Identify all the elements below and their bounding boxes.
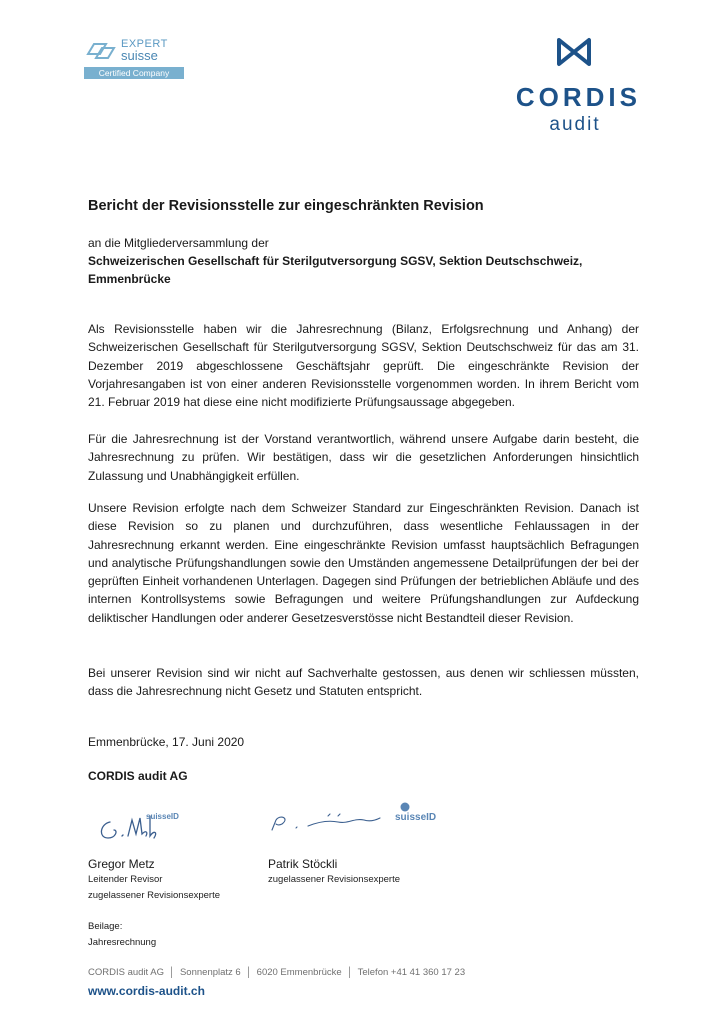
cordis-logo xyxy=(509,34,641,138)
suisseid-mark-icon xyxy=(399,802,411,812)
paragraph-standard: Unsere Revision erfolgte nach dem Schweizer Standard zur Eingeschränkten Revision. Danach ist diese Revision so zu planen und durchzuführen, dass wesentliche Fehlaussagen in der Jahresrechnung erkannt werden. Eine eingeschränkte Revision umfasst hauptsächlich Befragungen und analytische Prüfungshandlungen sowie den Umständen angemessene Detailprüfungen der bei der geprüften Einheit vorhandenen Unterlagen. Dagegen sind Prüfungen der betrieblichen Abläufe und des internen Kontrollsystems sowie Befragungen und weitere Prüfungshandlungen zur Aufdeckung deliktischer Handlungen oder anderer Gesetzesverstösse nicht Bestandteil dieser Revision. xyxy=(88,501,639,625)
signing-company: CORDIS audit AG xyxy=(88,769,188,783)
signer-name: Patrik Stöckli xyxy=(268,857,338,871)
audit-wordmark: audit xyxy=(549,114,601,135)
suisseid-badge: suisseID xyxy=(395,812,437,823)
signer-role: zugelassener Revisionsexperte xyxy=(88,890,221,901)
footer-divider: │ xyxy=(346,967,353,978)
expertsuisse-mark-icon xyxy=(84,40,118,62)
signer-name: Gregor Metz xyxy=(88,857,155,871)
addressee-location: Emmenbrücke xyxy=(88,272,171,286)
paragraph-conclusion: Bei unserer Revision sind wir nicht auf Sachverhalte gestossen, aus denen wir schliessen müssten, dass die Jahresrechnung nicht Gesetz und Statuten entspricht. xyxy=(88,666,639,699)
cordis-wordmark: CORDIS xyxy=(515,82,641,112)
footer-company: CORDIS audit AG xyxy=(88,967,165,978)
addressee-block xyxy=(88,234,644,288)
suisse-word: suisse xyxy=(121,48,158,63)
footer-address xyxy=(88,967,465,978)
attachment-item: Jahresrechnung xyxy=(88,937,157,948)
addressee-organization: Schweizerischen Gesellschaft für Sterilgutversorgung SGSV, Sektion Deutschschweiz, xyxy=(88,254,583,268)
signer-role: Leitender Revisor xyxy=(88,874,163,885)
certified-company-badge: Certified Company xyxy=(84,67,184,79)
report-title: Bericht der Revisionsstelle zur eingeschränkten Revision xyxy=(88,198,484,214)
signer-role: zugelassener Revisionsexperte xyxy=(268,874,401,885)
place-date: Emmenbrücke, 17. Juni 2020 xyxy=(88,735,245,749)
signature-stoeckli xyxy=(268,802,388,836)
footer-street: Sonnenplatz 6 xyxy=(179,967,241,978)
website-link[interactable]: www.cordis-audit.ch xyxy=(88,984,205,998)
suisseid-badge: suisseID xyxy=(146,812,179,821)
signer-stoeckli xyxy=(268,856,400,888)
attachment-note xyxy=(88,919,156,951)
footer-phone: Telefon +41 41 360 17 23 xyxy=(357,967,466,978)
footer-divider: │ xyxy=(169,967,175,978)
paragraph-scope: Als Revisionsstelle haben wir die Jahresrechnung (Bilanz, Erfolgsrechnung und Anhang) der Schweizerischen Gesellschaft für Sterilgutversorgung SGSV, Sektion Deutschschweiz für das am 31. Dezember 2019 abgeschlossene Geschäftsjahr geprüft. Die eingeschränkte Revision der Vorjahresangaben ist von einer anderen Revisionsstelle vorgenommen worden. In ihrem Bericht vom 21. Februar 2019 hat diese eine nicht modifizierte Prüfungsaussage abgegeben. xyxy=(88,322,639,410)
expert-word: EXPERT xyxy=(121,38,168,50)
footer-divider: │ xyxy=(245,967,252,978)
footer-city: 6020 Emmenbrücke xyxy=(256,967,342,978)
paragraph-responsibility: Für die Jahresrechnung ist der Vorstand verantwortlich, während unsere Aufgabe darin besteht, die Jahresrechnung zu prüfen. Wir bestätigen, dass wir die gesetzlichen Anforderungen hinsichtlich Zulassung und Unabhängigkeit erfüllen. xyxy=(88,432,639,483)
cordis-mark-icon xyxy=(555,34,593,72)
expertsuisse-logo xyxy=(84,38,188,82)
attachment-label: Beilage: xyxy=(88,921,123,932)
signer-metz xyxy=(88,856,220,904)
addressee-line: an die Mitgliederversammlung der xyxy=(88,236,269,250)
